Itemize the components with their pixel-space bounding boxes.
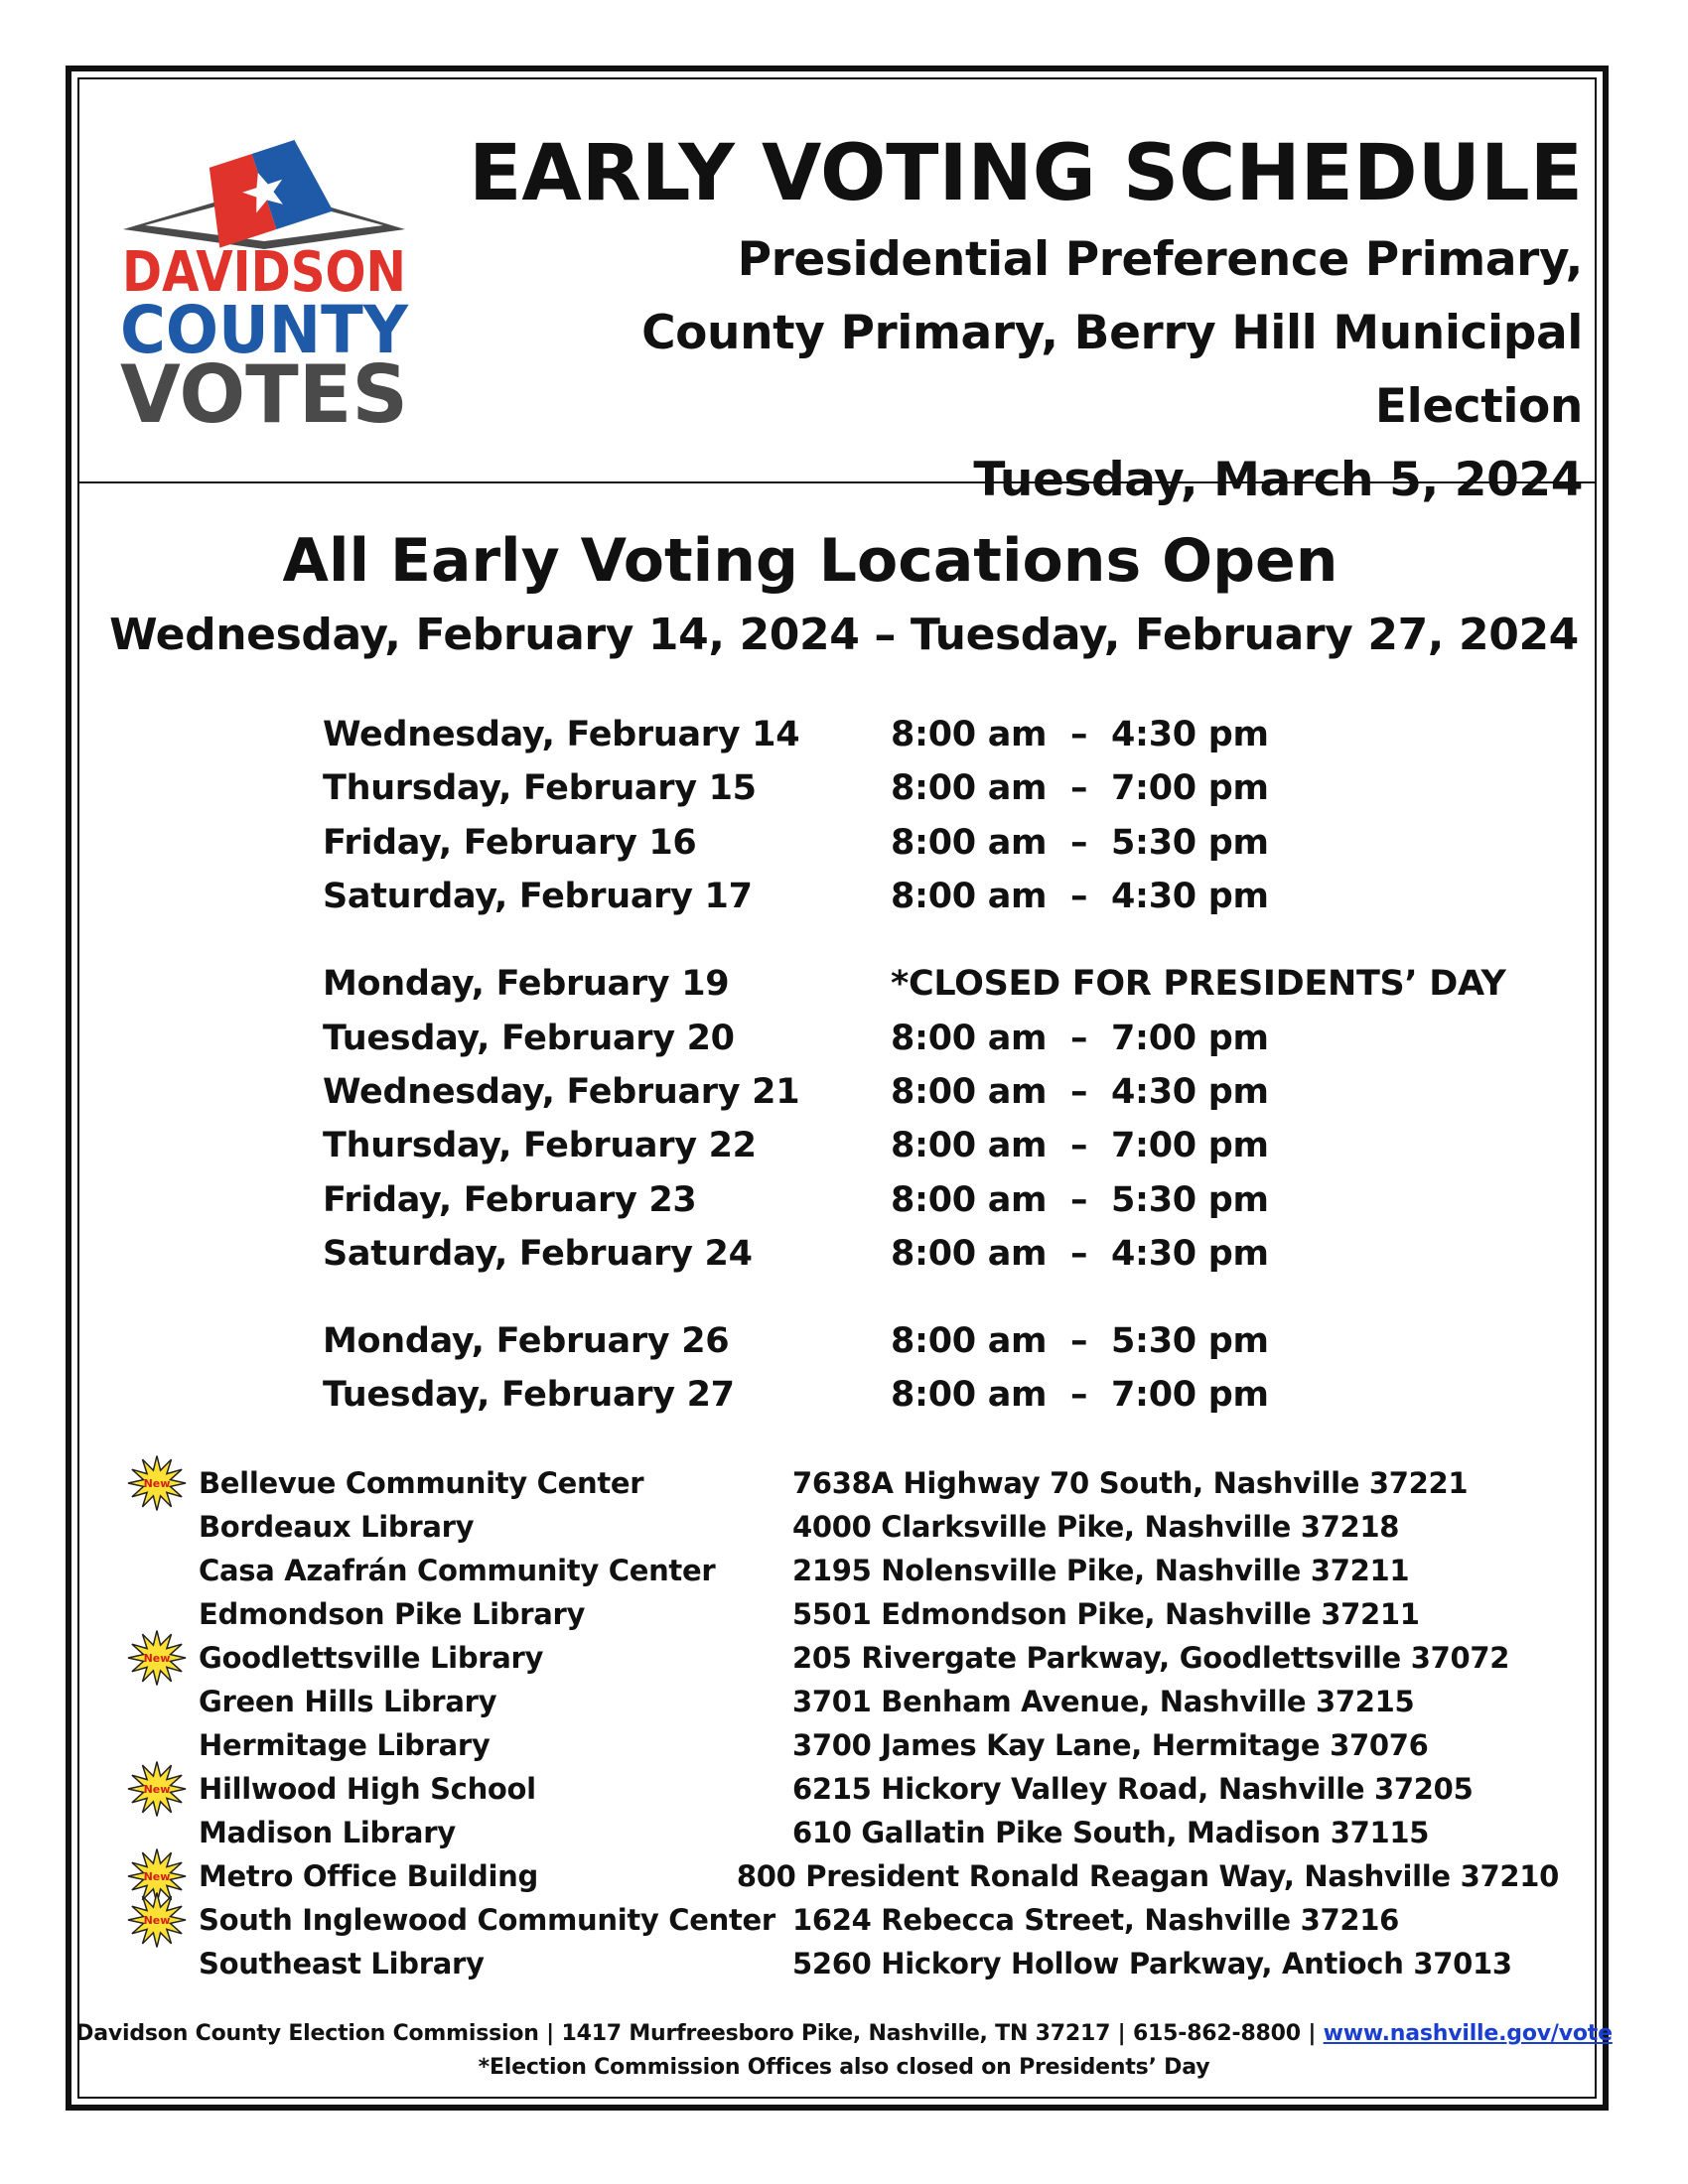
schedule-hours: 8:00 am – 4:30 pm <box>891 877 1269 917</box>
location-row <box>119 1723 1559 1767</box>
schedule-row <box>323 708 1514 761</box>
new-badge-label: New <box>143 1870 171 1883</box>
logo-line-2: COUNTY <box>120 292 410 368</box>
location-badge-slot <box>119 1636 199 1680</box>
location-name: Madison Library <box>199 1816 456 1849</box>
schedule-group <box>323 708 1514 923</box>
location-badge-slot <box>119 1505 199 1549</box>
new-starburst-icon <box>125 1759 189 1819</box>
schedule-day: Tuesday, February 20 <box>323 1018 735 1058</box>
logo-line-1: DAVIDSON <box>122 240 406 305</box>
schedule-row <box>323 816 1514 870</box>
election-date: Tuesday, March 5, 2024 <box>973 453 1583 507</box>
schedule-row <box>323 1119 1514 1172</box>
locations-list <box>119 1461 1559 1985</box>
location-badge-slot <box>119 1549 199 1592</box>
location-address: 1624 Rebecca Street, Nashville 37216 <box>792 1903 1399 1937</box>
location-name: Green Hills Library <box>199 1685 497 1718</box>
footer-note: *Election Commission Offices also closed on Presidents’ Day <box>478 2055 1210 2080</box>
page-title: EARLY VOTING SCHEDULE <box>469 129 1583 218</box>
location-row <box>119 1636 1559 1680</box>
location-row <box>119 1811 1559 1854</box>
schedule-hours: 8:00 am – 5:30 pm <box>891 822 1269 863</box>
schedule-hours: 8:00 am – 4:30 pm <box>891 715 1269 755</box>
location-name: Bellevue Community Center <box>199 1466 644 1500</box>
schedule-row <box>323 1314 1514 1368</box>
schedule-day: Thursday, February 22 <box>323 1126 757 1166</box>
schedule-row <box>323 1227 1514 1281</box>
location-address: 5260 Hickory Hollow Parkway, Antioch 37013 <box>792 1947 1512 1980</box>
location-badge-slot <box>119 1680 199 1723</box>
locations-open-heading: All Early Voting Locations Open <box>282 526 1338 596</box>
location-name: Southeast Library <box>199 1947 485 1980</box>
footer-website-link[interactable]: www.nashville.gov/vote <box>1323 2021 1613 2046</box>
location-name: Bordeaux Library <box>199 1510 475 1544</box>
schedule-hours: 8:00 am – 7:00 pm <box>891 1126 1269 1166</box>
footer-contact-text: Davidson County Election Commission | 1417 Murfreesboro Pike, Nashville, TN 37217 | 615-862-8800 | <box>75 2021 1324 2046</box>
location-name: Goodlettsville Library <box>199 1641 544 1675</box>
schedule-table <box>323 708 1514 1456</box>
schedule-hours: 8:00 am – 5:30 pm <box>891 1179 1269 1220</box>
location-address: 800 President Ronald Reagan Way, Nashville 37210 <box>736 1859 1559 1893</box>
schedule-hours: 8:00 am – 7:00 pm <box>891 1375 1269 1416</box>
schedule-hours: 8:00 am – 5:30 pm <box>891 1321 1269 1362</box>
davidson-county-votes-logo <box>115 132 413 441</box>
location-badge-slot <box>119 1898 199 1942</box>
schedule-day: Monday, February 19 <box>323 964 730 1005</box>
location-name: Casa Azafrán Community Center <box>199 1554 716 1587</box>
schedule-day: Saturday, February 17 <box>323 877 753 917</box>
early-voting-date-range: Wednesday, February 14, 2024 – Tuesday, February 27, 2024 <box>109 610 1579 660</box>
new-starburst-icon <box>125 1453 189 1513</box>
location-row <box>119 1942 1559 1985</box>
location-row <box>119 1549 1559 1592</box>
schedule-day: Friday, February 23 <box>323 1179 697 1220</box>
location-address: 5501 Edmondson Pike, Nashville 37211 <box>792 1597 1420 1631</box>
schedule-row <box>323 1368 1514 1422</box>
logo-line-3: VOTES <box>120 348 408 441</box>
location-row <box>119 1505 1559 1549</box>
schedule-day: Thursday, February 15 <box>323 768 757 809</box>
schedule-day: Friday, February 16 <box>323 822 697 863</box>
schedule-day: Monday, February 26 <box>323 1321 730 1362</box>
location-address: 3701 Benham Avenue, Nashville 37215 <box>792 1685 1415 1718</box>
location-name: Metro Office Building <box>199 1859 538 1893</box>
location-address: 6215 Hickory Valley Road, Nashville 37205 <box>792 1772 1474 1806</box>
location-address: 205 Rivergate Parkway, Goodlettsville 37072 <box>792 1641 1510 1675</box>
schedule-day: Wednesday, February 14 <box>323 715 800 755</box>
schedule-hours: 8:00 am – 7:00 pm <box>891 768 1269 809</box>
location-row <box>119 1854 1559 1898</box>
location-row <box>119 1680 1559 1723</box>
new-badge-label: New <box>143 1477 171 1490</box>
location-address: 7638A Highway 70 South, Nashville 37221 <box>792 1466 1469 1500</box>
new-starburst-icon <box>125 1628 189 1688</box>
schedule-day: Saturday, February 24 <box>323 1233 753 1274</box>
ballot-box-icon <box>115 132 413 441</box>
location-row <box>119 1592 1559 1636</box>
election-subtitle-2: County Primary, Berry Hill Municipal Election <box>641 306 1583 434</box>
location-address: 4000 Clarksville Pike, Nashville 37218 <box>792 1510 1400 1544</box>
location-name: South Inglewood Community Center <box>199 1903 775 1937</box>
location-name: Hillwood High School <box>199 1772 536 1806</box>
new-badge-label: New <box>143 1783 171 1796</box>
schedule-row <box>323 1172 1514 1226</box>
new-badge-label: New <box>143 1914 171 1927</box>
schedule-day: Wednesday, February 21 <box>323 1071 800 1112</box>
location-badge-slot <box>119 1767 199 1811</box>
location-row <box>119 1767 1559 1811</box>
schedule-hours: 8:00 am – 4:30 pm <box>891 1233 1269 1274</box>
location-badge-slot <box>119 1942 199 1985</box>
schedule-row <box>323 761 1514 815</box>
schedule-row <box>323 1065 1514 1119</box>
location-row <box>119 1461 1559 1505</box>
schedule-row <box>323 870 1514 923</box>
election-subtitle-1: Presidential Preference Primary, <box>737 232 1583 287</box>
new-starburst-icon <box>125 1890 189 1950</box>
schedule-hours: 8:00 am – 7:00 pm <box>891 1018 1269 1058</box>
schedule-group <box>323 1314 1514 1423</box>
footer-contact <box>0 2017 1688 2051</box>
location-address: 3700 James Kay Lane, Hermitage 37076 <box>792 1728 1429 1762</box>
schedule-day: Tuesday, February 27 <box>323 1375 735 1416</box>
schedule-row <box>323 1011 1514 1064</box>
location-name: Hermitage Library <box>199 1728 491 1762</box>
schedule-row <box>323 957 1514 1011</box>
schedule-hours: 8:00 am – 4:30 pm <box>891 1071 1269 1112</box>
location-address: 610 Gallatin Pike South, Madison 37115 <box>792 1816 1430 1849</box>
title-block <box>451 124 1583 517</box>
schedule-hours: *CLOSED FOR PRESIDENTS’ DAY <box>891 964 1506 1005</box>
location-row <box>119 1898 1559 1942</box>
location-badge-slot <box>119 1461 199 1505</box>
location-address: 2195 Nolensville Pike, Nashville 37211 <box>792 1554 1410 1587</box>
new-badge-label: New <box>143 1652 171 1665</box>
location-name: Edmondson Pike Library <box>199 1597 586 1631</box>
schedule-group <box>323 957 1514 1281</box>
